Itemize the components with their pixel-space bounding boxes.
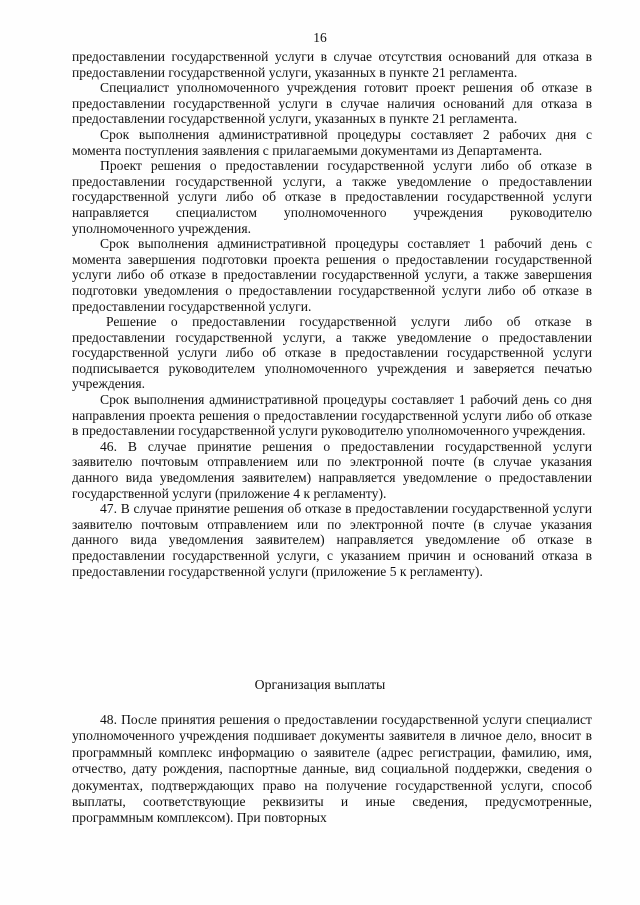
body-text (72, 49, 592, 579)
page-number: 16 (313, 30, 327, 45)
paragraph: Срок выполнения административной процедуры составляет 1 рабочий день со дня направления проекта решения о предоставлении государственной услуги либо об отказе в предоставлении государственной услуги руководителю уполномоченного учреждения. (72, 392, 592, 439)
paragraph: Срок выполнения административной процедуры составляет 1 рабочий день с момента завершения подготовки проекта решения о предоставлении государственной услуги либо об отказе в предоставлении государственной услуги, а также завершения подготовки уведомления о предоставлении государственной услуги либо об отказе в предоставлении государственной услуги. (72, 236, 592, 314)
paragraph: 46. В случае принятие решения о предоставлении государственной услуги заявителю почтовым отправлением или по электронной почте (в случае указания данного вида уведомления заявителем) направляется уведомление о предоставлении государственной услуги (приложение 4 к регламенту). (72, 438, 592, 501)
paragraph: 48. После принятия решения о предоставлении государственной услуги специалист уполномоченного учреждения подшивает документы заявителя в личное дело, вносит в программный комплекс информацию о заявителе (адрес регистрации, фамилию, имя, отчество, дату рождения, паспортные данные, вид социальной поддержки, сведения о документах, подтверждающих право на получение государственной услуги, способ выплаты, соответствующие реквизиты и иные сведения, предусмотренные, программным комплексом). При повторных (72, 712, 592, 826)
paragraph: 47. В случае принятие решения об отказе в предоставлении государственной услуги заявителю почтовым отправлением или по электронной почте (в случае указания данного вида уведомления заявителем) направляется уведомление об отказе в предоставлении государственной услуги, с указанием причин и оснований отказа в предоставлении государственной услуги (приложение 5 к регламенту). (72, 501, 592, 579)
paragraph: Проект решения о предоставлении государственной услуги либо об отказе в предоставлении государственной услуги, а также уведомление о предоставлении государственной услуги либо об отказе в предоставлении государственной услуги направляется специалистом уполномоченного учреждения руководителю уполномоченного учреждения. (72, 158, 592, 236)
paragraph: Специалист уполномоченного учреждения готовит проект решения об отказе в предоставлении государственной услуги в случае наличия оснований для отказа в предоставлении государственной услуги, указанных в пункте 21 регламента. (72, 80, 592, 127)
paragraph: Решение о предоставлении государственной услуги либо об отказе в предоставлении государственной услуги, а также уведомление о предоставлении государственной услуги либо об отказе в предоставлении государственной услуги подписывается руководителем уполномоченного учреждения и заверяется печатью учреждения. (72, 314, 592, 392)
section-heading: Организация выплаты (254, 677, 386, 692)
body-text-section-48 (72, 712, 592, 827)
paragraph: Срок выполнения административной процедуры составляет 2 рабочих дня с момента поступления заявления с прилагаемыми документами из Департамента. (72, 126, 592, 158)
paragraph: предоставлении государственной услуги в случае отсутствия оснований для отказа в предоставлении государственной услуги, указанных в пункте 21 регламента. (72, 49, 592, 80)
